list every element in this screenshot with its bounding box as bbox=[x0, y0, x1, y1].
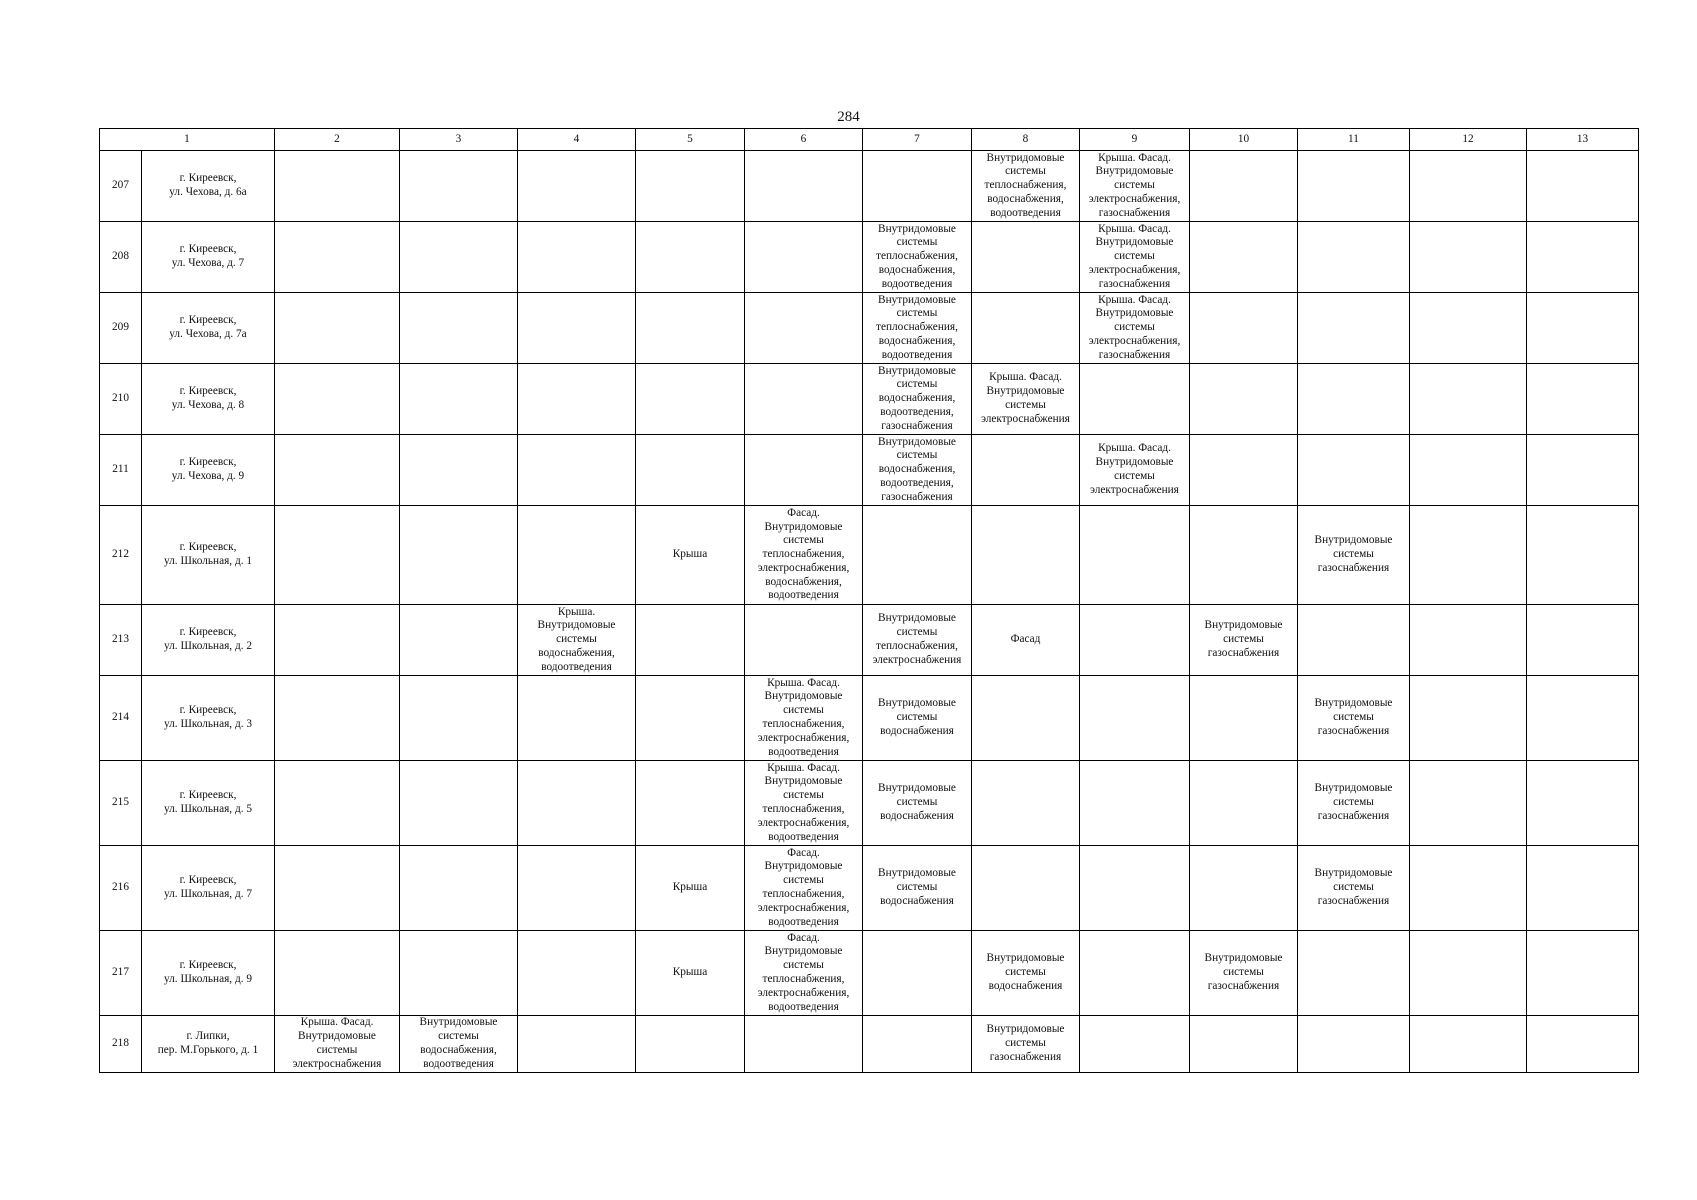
work-description: Крыша bbox=[672, 966, 708, 979]
row-number: 218 bbox=[100, 1016, 142, 1073]
work-description: Крыша bbox=[672, 548, 708, 561]
work-cell-col-10 bbox=[1080, 761, 1190, 846]
work-cell-col-11 bbox=[1190, 506, 1298, 605]
column-header: 12 bbox=[1410, 129, 1527, 151]
work-cell-col-9 bbox=[972, 222, 1080, 293]
work-cell-col-13 bbox=[1410, 435, 1527, 506]
work-description: Крыша. Фасад. Внутридомовые системы электроснабжения, газоснабжения bbox=[1088, 293, 1181, 361]
address-cell bbox=[142, 846, 275, 931]
work-cell-col-4 bbox=[400, 846, 518, 931]
work-cell-col-5 bbox=[518, 435, 636, 506]
work-cell-col-13 bbox=[1410, 293, 1527, 364]
work-cell-col-7 bbox=[745, 364, 863, 435]
work-cell-col-11 bbox=[1190, 605, 1298, 676]
work-description: Внутридомовые системы теплоснабжения, водоснабжения, водоотведения bbox=[876, 293, 958, 361]
table-row bbox=[100, 151, 1639, 222]
work-description: Внутридомовые системы теплоснабжения, электроснабжения bbox=[872, 612, 962, 666]
work-cell-col-13 bbox=[1410, 676, 1527, 761]
work-cell-col-4 bbox=[400, 435, 518, 506]
work-description: Внутридомовые системы газоснабжения bbox=[1204, 952, 1283, 992]
work-cell-col-6 bbox=[636, 435, 745, 506]
address-cell bbox=[142, 151, 275, 222]
work-cell-col-7 bbox=[745, 222, 863, 293]
table-row bbox=[100, 364, 1639, 435]
work-cell-col-12 bbox=[1298, 1016, 1410, 1073]
work-cell-col-9 bbox=[972, 846, 1080, 931]
work-description: Внутридомовые системы водоснабжения, водоотведения, газоснабжения bbox=[878, 435, 956, 503]
work-description: Фасад bbox=[1010, 633, 1041, 646]
address-cell bbox=[142, 222, 275, 293]
address-text: г. Киреевск, ул. Чехова, д. 7 bbox=[171, 243, 245, 269]
work-description: Фасад. Внутридомовые системы теплоснабжения, электроснабжения, водоотведения bbox=[757, 931, 850, 1013]
work-description: Крыша. Фасад. Внутридомовые системы электроснабжения bbox=[1090, 442, 1179, 496]
work-cell-col-12 bbox=[1298, 293, 1410, 364]
address-cell bbox=[142, 364, 275, 435]
work-cell-col-6 bbox=[636, 222, 745, 293]
work-cell-col-5 bbox=[518, 676, 636, 761]
row-number: 214 bbox=[100, 676, 142, 761]
work-description: Внутридомовые системы газоснабжения bbox=[1314, 534, 1393, 574]
work-cell-col-13 bbox=[1410, 151, 1527, 222]
work-description: Внутридомовые системы газоснабжения bbox=[1314, 867, 1393, 907]
header-row bbox=[100, 129, 1639, 151]
address-cell bbox=[142, 1016, 275, 1073]
work-cell-col-4 bbox=[400, 364, 518, 435]
work-cell-col-3 bbox=[275, 931, 400, 1016]
address-text: г. Киреевск, ул. Чехова, д. 9 bbox=[171, 456, 245, 482]
address-text: г. Киреевск, ул. Школьная, д. 9 bbox=[164, 959, 252, 985]
work-description: Внутридомовые системы газоснабжения bbox=[1314, 782, 1393, 822]
work-cell-col-8 bbox=[863, 435, 972, 506]
work-cell-col-7 bbox=[745, 676, 863, 761]
work-description: Крыша bbox=[672, 881, 708, 894]
address-text: г. Киреевск, ул. Школьная, д. 3 bbox=[164, 704, 252, 730]
work-cell-col-7 bbox=[745, 1016, 863, 1073]
address-text: г. Липки, пер. М.Горького, д. 1 bbox=[157, 1030, 259, 1056]
row-number: 207 bbox=[100, 151, 142, 222]
work-cell-col-9 bbox=[972, 1016, 1080, 1073]
work-cell-col-3 bbox=[275, 506, 400, 605]
row-number: 213 bbox=[100, 605, 142, 676]
work-description: Внутридомовые системы газоснабжения bbox=[1314, 697, 1393, 737]
work-cell-col-12 bbox=[1298, 846, 1410, 931]
work-description: Крыша. Внутридомовые системы водоснабжения, водоотведения bbox=[537, 605, 616, 673]
work-description: Крыша. Фасад. Внутридомовые системы теплоснабжения, электроснабжения, водоотведения bbox=[757, 761, 850, 843]
work-cell-col-6 bbox=[636, 676, 745, 761]
work-cell-col-10 bbox=[1080, 846, 1190, 931]
work-description: Внутридомовые системы водоснабжения bbox=[878, 782, 956, 822]
work-cell-col-8 bbox=[863, 506, 972, 605]
work-cell-col-10 bbox=[1080, 293, 1190, 364]
work-cell-col-9 bbox=[972, 151, 1080, 222]
row-number: 210 bbox=[100, 364, 142, 435]
work-cell-col-7 bbox=[745, 931, 863, 1016]
work-cell-col-6 bbox=[636, 293, 745, 364]
work-cell-col-4 bbox=[400, 761, 518, 846]
work-cell-col-14 bbox=[1527, 435, 1639, 506]
work-cell-col-3 bbox=[275, 846, 400, 931]
column-header: 7 bbox=[863, 129, 972, 151]
work-cell-col-9 bbox=[972, 364, 1080, 435]
work-cell-col-11 bbox=[1190, 364, 1298, 435]
work-cell-col-14 bbox=[1527, 364, 1639, 435]
work-cell-col-3 bbox=[275, 605, 400, 676]
work-description: Внутридомовые системы теплоснабжения, водоснабжения, водоотведения bbox=[876, 222, 958, 290]
row-number: 211 bbox=[100, 435, 142, 506]
work-cell-col-10 bbox=[1080, 435, 1190, 506]
work-cell-col-10 bbox=[1080, 222, 1190, 293]
work-cell-col-13 bbox=[1410, 1016, 1527, 1073]
work-cell-col-9 bbox=[972, 435, 1080, 506]
work-cell-col-10 bbox=[1080, 151, 1190, 222]
work-cell-col-13 bbox=[1410, 222, 1527, 293]
work-description: Внутридомовые системы теплоснабжения, водоснабжения, водоотведения bbox=[984, 151, 1067, 219]
work-cell-col-14 bbox=[1527, 293, 1639, 364]
work-cell-col-14 bbox=[1527, 605, 1639, 676]
address-text: г. Киреевск, ул. Чехова, д. 6а bbox=[169, 172, 247, 198]
row-number: 216 bbox=[100, 846, 142, 931]
work-cell-col-10 bbox=[1080, 1016, 1190, 1073]
work-cell-col-11 bbox=[1190, 931, 1298, 1016]
address-cell bbox=[142, 293, 275, 364]
work-description: Внутридомовые системы водоснабжения, водоотведения, газоснабжения bbox=[878, 364, 956, 432]
work-cell-col-14 bbox=[1527, 676, 1639, 761]
work-cell-col-11 bbox=[1190, 435, 1298, 506]
row-number: 217 bbox=[100, 931, 142, 1016]
address-cell bbox=[142, 506, 275, 605]
work-cell-col-5 bbox=[518, 293, 636, 364]
work-description: Внутридомовые системы газоснабжения bbox=[1204, 619, 1283, 659]
work-description: Крыша. Фасад. Внутридомовые системы электроснабжения bbox=[981, 371, 1070, 425]
work-cell-col-14 bbox=[1527, 931, 1639, 1016]
work-cell-col-4 bbox=[400, 151, 518, 222]
work-cell-col-9 bbox=[972, 506, 1080, 605]
work-cell-col-10 bbox=[1080, 605, 1190, 676]
work-cell-col-7 bbox=[745, 605, 863, 676]
work-cell-col-13 bbox=[1410, 364, 1527, 435]
address-text: г. Киреевск, ул. Чехова, д. 7а bbox=[169, 314, 247, 340]
address-cell bbox=[142, 435, 275, 506]
address-text: г. Киреевск, ул. Чехова, д. 8 bbox=[171, 385, 245, 411]
work-cell-col-8 bbox=[863, 151, 972, 222]
work-cell-col-5 bbox=[518, 605, 636, 676]
address-cell bbox=[142, 761, 275, 846]
table-row bbox=[100, 1016, 1639, 1073]
table-row bbox=[100, 222, 1639, 293]
work-cell-col-7 bbox=[745, 506, 863, 605]
work-cell-col-14 bbox=[1527, 506, 1639, 605]
work-cell-col-12 bbox=[1298, 931, 1410, 1016]
work-cell-col-13 bbox=[1410, 506, 1527, 605]
table-row bbox=[100, 676, 1639, 761]
work-cell-col-3 bbox=[275, 1016, 400, 1073]
work-description: Фасад. Внутридомовые системы теплоснабжения, электроснабжения, водоотведения bbox=[757, 846, 850, 928]
work-description: Внутридомовые системы газоснабжения bbox=[986, 1023, 1065, 1063]
work-cell-col-3 bbox=[275, 222, 400, 293]
work-cell-col-6 bbox=[636, 846, 745, 931]
work-cell-col-7 bbox=[745, 293, 863, 364]
work-cell-col-11 bbox=[1190, 151, 1298, 222]
address-text: г. Киреевск, ул. Школьная, д. 1 bbox=[164, 541, 252, 567]
address-text: г. Киреевск, ул. Школьная, д. 5 bbox=[164, 789, 252, 815]
work-cell-col-9 bbox=[972, 931, 1080, 1016]
work-cell-col-7 bbox=[745, 761, 863, 846]
work-description: Внутридомовые системы водоснабжения bbox=[878, 697, 956, 737]
work-cell-col-6 bbox=[636, 605, 745, 676]
work-cell-col-5 bbox=[518, 761, 636, 846]
address-text: г. Киреевск, ул. Школьная, д. 7 bbox=[164, 874, 252, 900]
work-cell-col-4 bbox=[400, 1016, 518, 1073]
work-description: Крыша. Фасад. Внутридомовые системы электроснабжения bbox=[292, 1016, 382, 1070]
work-cell-col-5 bbox=[518, 1016, 636, 1073]
work-cell-col-12 bbox=[1298, 676, 1410, 761]
work-cell-col-3 bbox=[275, 676, 400, 761]
address-cell bbox=[142, 676, 275, 761]
work-cell-col-12 bbox=[1298, 364, 1410, 435]
work-cell-col-7 bbox=[745, 151, 863, 222]
work-cell-col-6 bbox=[636, 364, 745, 435]
work-cell-col-10 bbox=[1080, 506, 1190, 605]
work-description: Внутридомовые системы водоснабжения bbox=[878, 867, 956, 907]
row-number: 209 bbox=[100, 293, 142, 364]
work-cell-col-10 bbox=[1080, 931, 1190, 1016]
work-cell-col-14 bbox=[1527, 846, 1639, 931]
table-row bbox=[100, 605, 1639, 676]
work-cell-col-5 bbox=[518, 846, 636, 931]
work-cell-col-9 bbox=[972, 293, 1080, 364]
column-header: 9 bbox=[1080, 129, 1190, 151]
work-cell-col-12 bbox=[1298, 761, 1410, 846]
work-cell-col-3 bbox=[275, 364, 400, 435]
table-row bbox=[100, 435, 1639, 506]
row-number: 215 bbox=[100, 761, 142, 846]
work-cell-col-4 bbox=[400, 676, 518, 761]
work-cell-col-5 bbox=[518, 222, 636, 293]
work-cell-col-9 bbox=[972, 676, 1080, 761]
work-cell-col-9 bbox=[972, 761, 1080, 846]
work-cell-col-3 bbox=[275, 435, 400, 506]
column-header: 6 bbox=[745, 129, 863, 151]
work-cell-col-12 bbox=[1298, 222, 1410, 293]
column-header: 11 bbox=[1298, 129, 1410, 151]
work-cell-col-12 bbox=[1298, 506, 1410, 605]
address-cell bbox=[142, 605, 275, 676]
work-cell-col-13 bbox=[1410, 846, 1527, 931]
work-cell-col-14 bbox=[1527, 761, 1639, 846]
work-cell-col-12 bbox=[1298, 605, 1410, 676]
work-cell-col-7 bbox=[745, 435, 863, 506]
column-header: 10 bbox=[1190, 129, 1298, 151]
work-cell-col-8 bbox=[863, 1016, 972, 1073]
work-cell-col-11 bbox=[1190, 222, 1298, 293]
column-header: 4 bbox=[518, 129, 636, 151]
work-cell-col-9 bbox=[972, 605, 1080, 676]
work-description: Крыша. Фасад. Внутридомовые системы электроснабжения, газоснабжения bbox=[1088, 222, 1181, 290]
work-cell-col-13 bbox=[1410, 931, 1527, 1016]
work-cell-col-3 bbox=[275, 293, 400, 364]
work-cell-col-10 bbox=[1080, 676, 1190, 761]
work-description: Крыша. Фасад. Внутридомовые системы электроснабжения, газоснабжения bbox=[1088, 151, 1181, 219]
work-cell-col-8 bbox=[863, 605, 972, 676]
address-text: г. Киреевск, ул. Школьная, д. 2 bbox=[164, 626, 252, 652]
work-cell-col-8 bbox=[863, 676, 972, 761]
work-cell-col-4 bbox=[400, 293, 518, 364]
work-cell-col-7 bbox=[745, 846, 863, 931]
table-row bbox=[100, 846, 1639, 931]
repair-schedule-table bbox=[99, 128, 1639, 1073]
table-row bbox=[100, 931, 1639, 1016]
work-cell-col-14 bbox=[1527, 222, 1639, 293]
column-header: 13 bbox=[1527, 129, 1639, 151]
work-cell-col-12 bbox=[1298, 435, 1410, 506]
work-cell-col-8 bbox=[863, 222, 972, 293]
table-row bbox=[100, 293, 1639, 364]
work-cell-col-11 bbox=[1190, 761, 1298, 846]
work-cell-col-11 bbox=[1190, 1016, 1298, 1073]
work-cell-col-3 bbox=[275, 151, 400, 222]
work-cell-col-5 bbox=[518, 506, 636, 605]
work-cell-col-13 bbox=[1410, 761, 1527, 846]
work-cell-col-4 bbox=[400, 931, 518, 1016]
work-cell-col-8 bbox=[863, 846, 972, 931]
work-cell-col-8 bbox=[863, 761, 972, 846]
row-number: 208 bbox=[100, 222, 142, 293]
work-cell-col-6 bbox=[636, 931, 745, 1016]
work-cell-col-14 bbox=[1527, 1016, 1639, 1073]
work-cell-col-5 bbox=[518, 931, 636, 1016]
work-cell-col-6 bbox=[636, 151, 745, 222]
work-cell-col-4 bbox=[400, 222, 518, 293]
work-cell-col-4 bbox=[400, 506, 518, 605]
column-header: 8 bbox=[972, 129, 1080, 151]
column-header: 2 bbox=[275, 129, 400, 151]
column-header: 3 bbox=[400, 129, 518, 151]
table-row bbox=[100, 506, 1639, 605]
address-cell bbox=[142, 931, 275, 1016]
work-description: Внутридомовые системы водоснабжения, водоотведения bbox=[419, 1016, 498, 1070]
work-cell-col-11 bbox=[1190, 293, 1298, 364]
work-cell-col-6 bbox=[636, 761, 745, 846]
work-cell-col-8 bbox=[863, 293, 972, 364]
column-header: 1 bbox=[100, 129, 275, 151]
work-cell-col-5 bbox=[518, 364, 636, 435]
work-description: Внутридомовые системы водоснабжения bbox=[986, 952, 1065, 992]
work-cell-col-6 bbox=[636, 1016, 745, 1073]
work-cell-col-14 bbox=[1527, 151, 1639, 222]
work-description: Крыша. Фасад. Внутридомовые системы теплоснабжения, электроснабжения, водоотведения bbox=[757, 676, 850, 758]
work-cell-col-12 bbox=[1298, 151, 1410, 222]
work-cell-col-11 bbox=[1190, 676, 1298, 761]
work-cell-col-5 bbox=[518, 151, 636, 222]
work-cell-col-13 bbox=[1410, 605, 1527, 676]
work-cell-col-3 bbox=[275, 761, 400, 846]
work-cell-col-10 bbox=[1080, 364, 1190, 435]
row-number: 212 bbox=[100, 506, 142, 605]
column-header: 5 bbox=[636, 129, 745, 151]
work-cell-col-8 bbox=[863, 931, 972, 1016]
work-description: Фасад. Внутридомовые системы теплоснабжения, электроснабжения, водоснабжения, водоотведения bbox=[757, 506, 850, 602]
table-row bbox=[100, 761, 1639, 846]
page-number: 284 bbox=[837, 109, 860, 125]
work-cell-col-8 bbox=[863, 364, 972, 435]
work-cell-col-4 bbox=[400, 605, 518, 676]
work-cell-col-11 bbox=[1190, 846, 1298, 931]
work-cell-col-6 bbox=[636, 506, 745, 605]
